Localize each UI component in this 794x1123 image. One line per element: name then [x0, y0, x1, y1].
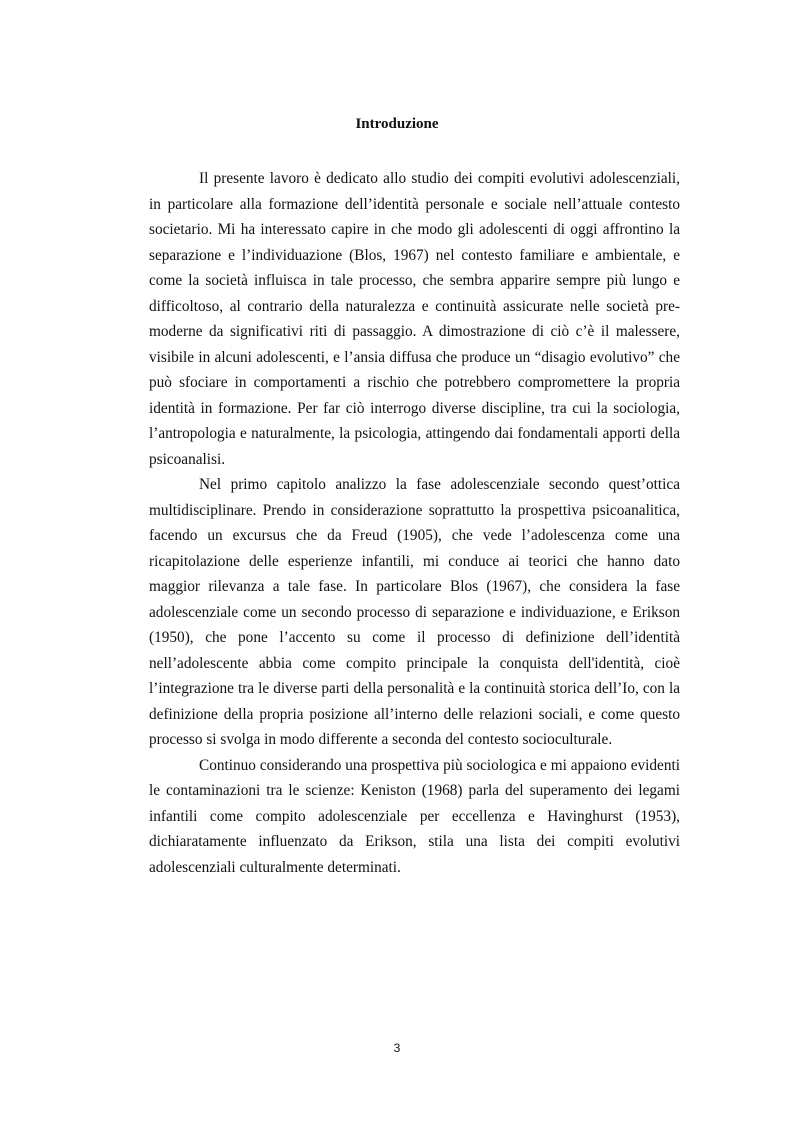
- page-title: Introduzione: [355, 116, 439, 132]
- body-text: [149, 166, 680, 880]
- paragraph-1: Il presente lavoro è dedicato allo studio dei compiti evolutivi adolescenziali, in particolare alla formazione dell’identità personale e sociale nell’attuale contesto societario. Mi ha interessato capire in che modo gli adolescenti di oggi affrontino la separazione e l’individuazione (Blos, 1967) nel contesto familiare e ambientale, e come la società influisca in tale processo, che sembra apparire sempre più lungo e difficoltoso, al contrario della naturalezza e continuità assicurate nelle società pre-moderne da significativi riti di passaggio. A dimostrazione di ciò c’è il malessere, visibile in alcuni adolescenti, e l’ansia diffusa che produce un “disagio evolutivo” che può sfociare in comportamenti a rischio che potrebbero compromettere la propria identità in formazione. Per far ciò interrogo diverse discipline, tra cui la sociologia, l’antropologia e naturalmente, la psicologia, attingendo dai fondamentali apporti della psicoanalisi.: [149, 170, 680, 468]
- paragraph-3: Continuo considerando una prospettiva più sociologica e mi appaiono evidenti le contaminazioni tra le scienze: Keniston (1968) parla del superamento dei legami infantili come compito adolescenziale per eccellenza e Havinghurst (1953), dichiaratamente influenzato da Erikson, stila una lista dei compiti evolutivi adolescenziali culturalmente determinati.: [149, 756, 680, 876]
- paragraph-2: Nel primo capitolo analizzo la fase adolescenziale secondo quest’ottica multidisciplinare. Prendo in considerazione soprattutto la prospettiva psicoanalitica, facendo un excursus che da Freud (1905), che vede l’adolescenza come una ricapitolazione delle esperienze infantili, mi conduce ai teorici che hanno dato maggior rilevanza a tale fase. In particolare Blos (1967), che considera la fase adolescenziale come un secondo processo di separazione e individuazione, e Erikson (1950), che pone l’accento su come il processo di definizione dell’identità nell’adolescente abbia come compito principale la conquista dell'identità, cioè l’integrazione tra le diverse parti della personalità e la continuità storica dell’Io, con la definizione della propria posizione all’interno delle relazioni sociali, e come questo processo si svolga in modo differente a seconda del contesto socioculturale.: [149, 476, 680, 748]
- page-number: 3: [393, 1041, 401, 1055]
